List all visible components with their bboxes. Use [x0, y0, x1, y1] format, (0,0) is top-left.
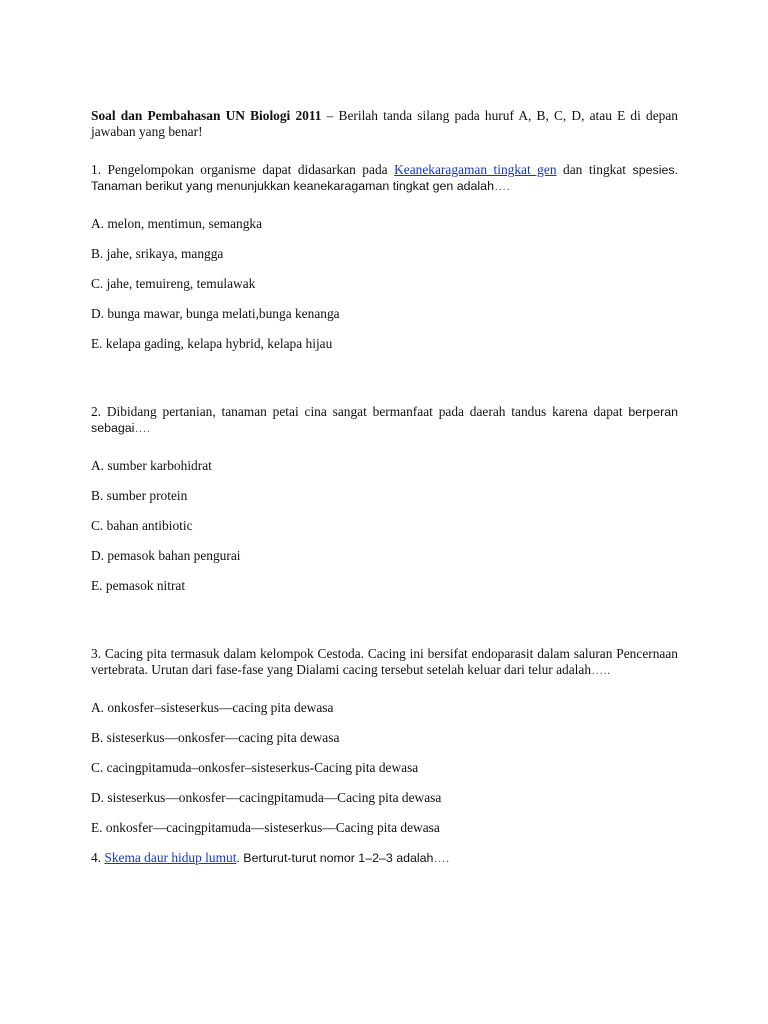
question-3-option-a: A. onkosfer–sisteserkus—cacing pita dewasa: [91, 700, 334, 715]
skema-daur-hidup-lumut-link[interactable]: Skema daur hidup lumut: [104, 850, 237, 865]
spacer: [91, 366, 678, 404]
question-1-option-b: B. jahe, srikaya, mangga: [91, 246, 224, 261]
question-1-option-a: A. melon, mentimun, semangka: [91, 216, 263, 231]
question-3-option-b: B. sisteserkus—onkosfer—cacing pita dewasa: [91, 730, 340, 745]
question-3-option-c: C. cacingpitamuda–onkosfer–sisteserkus-Cacing pita dewasa: [91, 760, 419, 775]
question-2-text: 2. Dibidang pertanian, tanaman petai cina sangat bermanfaat pada daerah tandus karena dapat berperan sebagai….: [91, 404, 678, 435]
question-3: [91, 646, 678, 836]
question-2-option-e: E. pemasok nitrat: [91, 578, 186, 593]
question-3-option-e: E. onkosfer—cacingpitamuda—sisteserkus—Cacing pita dewasa: [91, 820, 440, 835]
question-2-option-a: A. sumber karbohidrat: [91, 458, 212, 473]
question-3-text: 3. Cacing pita termasuk dalam kelompok Cestoda. Cacing ini bersifat endoparasit dalam saluran Pencernaan vertebrata. Urutan dari fase-fase yang Dialami cacing tersebut setelah keluar dari telur adalah…..: [91, 646, 678, 677]
document-title: Soal dan Pembahasan UN Biologi 2011: [91, 108, 322, 123]
question-2: [91, 404, 678, 594]
intro-paragraph: [91, 108, 678, 140]
keanekaragaman-link[interactable]: Keanekaragaman tingkat gen: [394, 162, 557, 177]
question-1-text: 1. Pengelompokan organisme dapat didasarkan pada Keanekaragaman tingkat gen dan tingkat spesies. Tanaman berikut yang menunjukkan keanekaragaman tingkat gen adalah….: [91, 162, 678, 193]
title-dash: –: [321, 108, 339, 123]
question-3-option-d: D. sisteserkus—onkosfer—cacingpitamuda—Cacing pita dewasa: [91, 790, 442, 805]
question-1-option-c: C. jahe, temuireng, temulawak: [91, 276, 256, 291]
question-2-option-d: D. pemasok bahan pengurai: [91, 548, 241, 563]
spacer: [91, 608, 678, 646]
question-1-option-d: D. bunga mawar, bunga melati,bunga kenanga: [91, 306, 340, 321]
question-2-option-b: B. sumber protein: [91, 488, 188, 503]
question-1: [91, 162, 678, 352]
question-4-text: 4. Skema daur hidup lumut. Berturut-turut nomor 1–2–3 adalah….: [91, 850, 450, 865]
question-2-option-c: C. bahan antibiotic: [91, 518, 193, 533]
instruction-text: Berilah tanda silang pada huruf A, B, C, D, atau E di depan jawaban yang benar!: [91, 108, 678, 139]
document-page: [91, 108, 678, 866]
question-1-option-e: E. kelapa gading, kelapa hybrid, kelapa hijau: [91, 336, 333, 351]
